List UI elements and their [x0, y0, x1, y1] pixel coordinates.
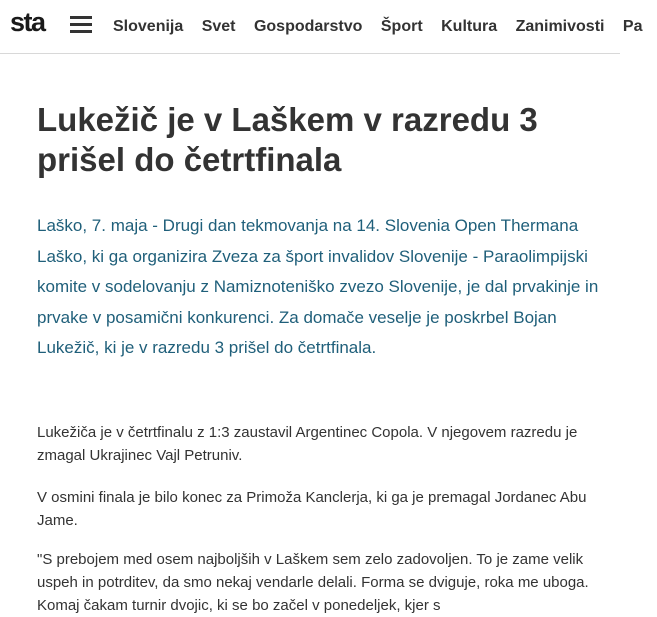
nav-item-truncated[interactable]: Pa — [622, 18, 643, 35]
article-paragraph: Lukežiča je v četrtfinalu z 1:3 zaustavil Argentinec Copola. V njegovem razredu je zmagal Ukrajinec Vajl Petruniv. — [37, 424, 578, 464]
article-title: Lukežič je v Laškem v razredu 3 prišel do četrtfinala — [37, 101, 538, 178]
top-navigation-bar — [0, 0, 643, 54]
nav-item-kultura[interactable]: Kultura — [441, 18, 498, 35]
hamburger-menu-icon[interactable] — [70, 16, 92, 34]
article-paragraph: "S prebojem med osem najboljših v Laškem sem zelo zadovoljen. To je zame velik uspeh in potrditev, da smo nekaj vendarle delali. Forma se dviguje, roka me uboga. Komaj čakam turnir dvojic, ki se bo začel v ponedeljek, kjer s — [37, 551, 589, 614]
nav-item-slovenija[interactable]: Slovenija — [113, 18, 184, 35]
main-nav — [113, 17, 657, 37]
article-paragraph: V osmini finala je bilo konec za Primoža Kanclerja, ki ga je premagal Jordanec Abu Jame. — [37, 489, 587, 529]
nav-item-zanimivosti[interactable]: Zanimivosti — [515, 18, 605, 35]
nav-item-svet[interactable]: Svet — [201, 18, 236, 35]
nav-item-gospodarstvo[interactable]: Gospodarstvo — [253, 18, 363, 35]
nav-item-sport[interactable]: Šport — [380, 18, 423, 35]
sta-logo[interactable]: sta — [10, 7, 45, 37]
article-lead: Laško, 7. maja - Drugi dan tekmovanja na 14. Slovenia Open Thermana Laško, ki ga organizira Zveza za šport invalidov Slovenije - Paraolimpijski komite v sodelovanju z Namiznoteniško zvezo Slovenije, je dal prvakinje in prvake v posamični konkurenci. Za domače veselje je poskrbel Bojan Lukežič, ki je v razredu 3 prišel do četrtfinala. — [37, 216, 599, 357]
